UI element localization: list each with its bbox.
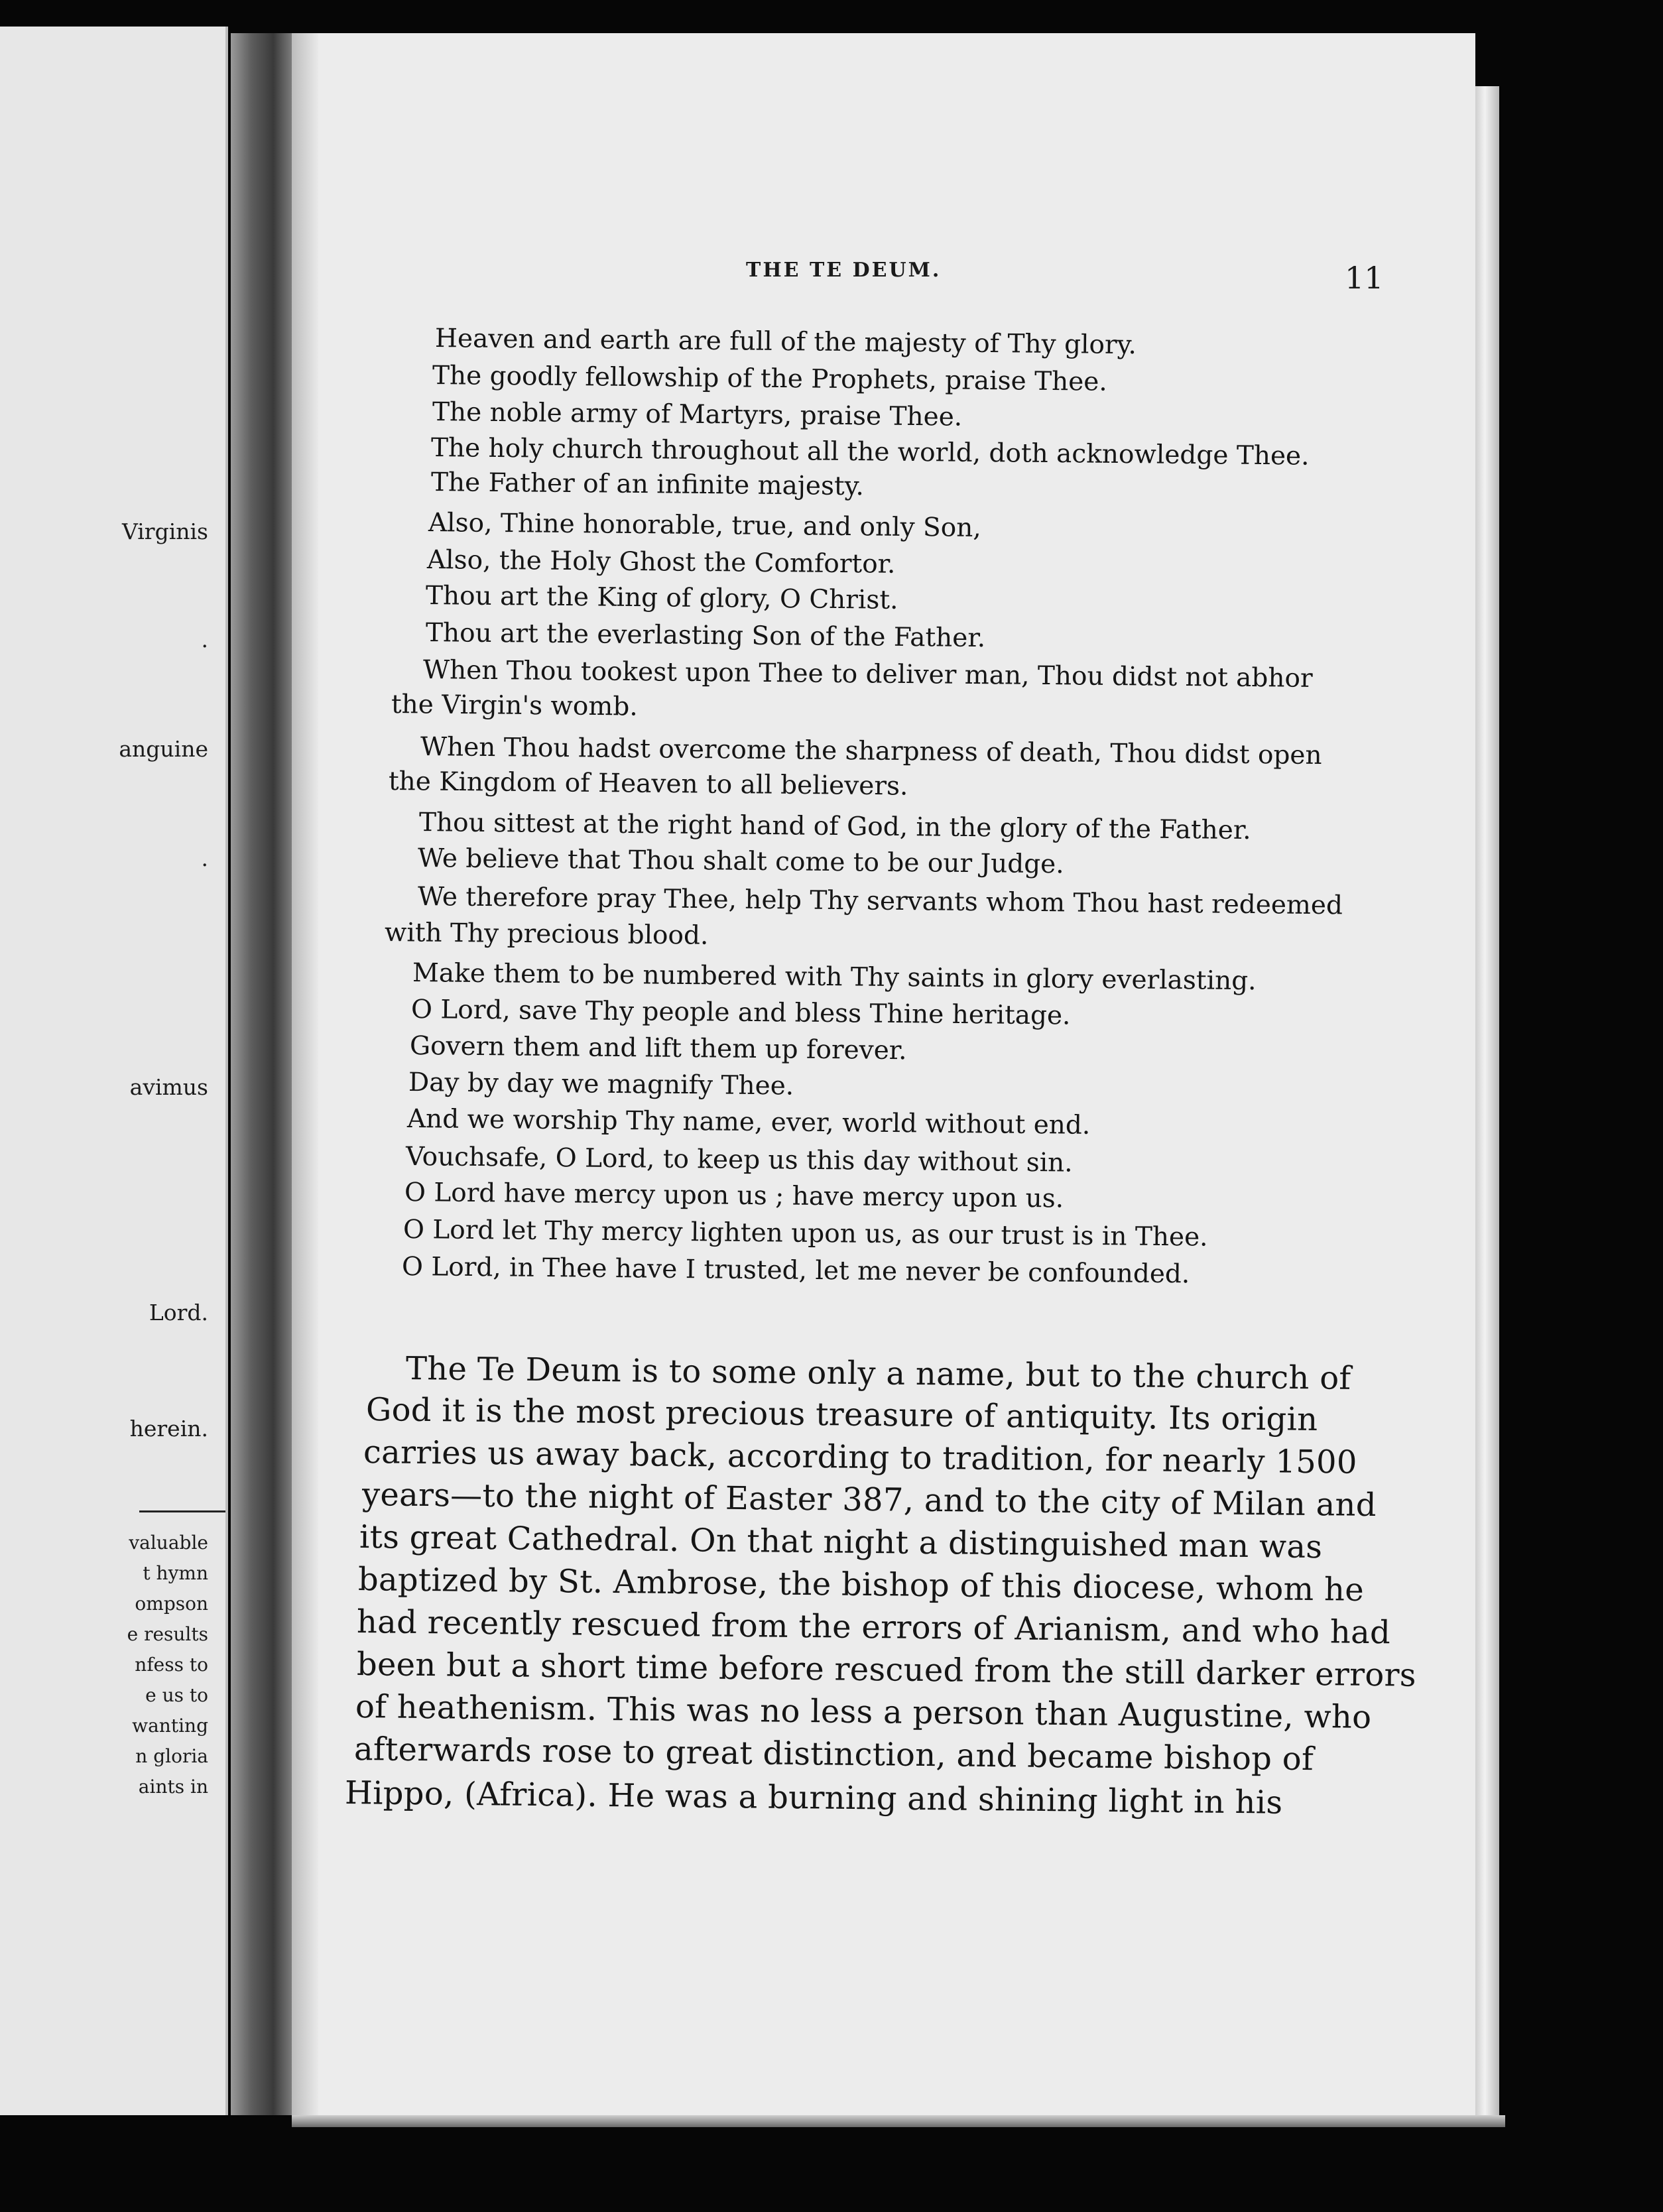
prose-line: Hippo, (Africa). He was a burning and shining light in his [344, 1774, 1283, 1821]
hymn-line: Thou art the everlasting Son of the Father. [425, 618, 986, 654]
left-page-footnote-fragment: aints in [138, 1776, 208, 1798]
hymn-line: the Virgin's womb. [391, 690, 638, 722]
left-page-fragment: herein. [129, 1416, 208, 1442]
left-page-fragment: . [201, 627, 208, 652]
running-header: THE TE DEUM. [746, 259, 942, 282]
hymn-line: Heaven and earth are full of the majesty of Thy glory. [434, 324, 1137, 361]
hymn-line: Vouchsafe, O Lord, to keep us this day without sin. [405, 1142, 1073, 1178]
prose-line: been but a short time before rescued from the still darker errors [356, 1646, 1417, 1694]
hymn-line: We therefore pray Thee, help Thy servants whom Thou hast redeemed [417, 882, 1343, 921]
hymn-line: The goodly fellowship of the Prophets, praise Thee. [432, 361, 1107, 397]
hymn-line: Also, Thine honorable, true, and only Son, [428, 508, 981, 544]
left-page-fragment: anguine [119, 736, 208, 762]
book-gutter [231, 33, 292, 2115]
hymn-line: We believe that Thou shalt come to be our Judge. [417, 843, 1064, 880]
hymn-line: Day by day we magnify Thee. [408, 1068, 794, 1101]
prose-line: carries us away back, according to tradition, for nearly 1500 [363, 1434, 1358, 1481]
hymn-line: O Lord let Thy mercy lighten upon us, as our trust is in Thee. [402, 1215, 1208, 1253]
prose-line: its great Cathedral. On that night a distinguished man was [359, 1518, 1323, 1566]
hymn-line: with Thy precious blood. [384, 918, 709, 951]
prose-line: of heathenism. This was no less a person than Augustine, who [355, 1688, 1372, 1737]
page-number: 11 [1345, 260, 1384, 296]
hymn-line: The Father of an infinite majesty. [430, 467, 865, 502]
hymn-line: Make them to be numbered with Thy saints in glory everlasting. [412, 958, 1257, 997]
hymn-line: O Lord have mercy upon us ; have mercy upon us. [404, 1178, 1064, 1214]
prose-line: afterwards rose to great distinction, and became bishop of [353, 1731, 1314, 1778]
left-page-fragment: . [201, 845, 208, 871]
book-bottom-edge [292, 2115, 1505, 2127]
left-page-fragment: Lord. [149, 1300, 208, 1325]
hymn-line: The holy church throughout all the world, doth acknowledge Thee. [430, 433, 1310, 471]
left-page-fragment: Virginis [121, 519, 208, 544]
hymn-line: Thou sittest at the right hand of God, in the glory of the Father. [418, 808, 1251, 846]
left-page-footnote-fragment: ompson [135, 1593, 208, 1615]
hymn-line: The noble army of Martyrs, praise Thee. [432, 397, 963, 432]
left-page-footnote-fragment: valuable [129, 1532, 208, 1554]
hymn-line: the Kingdom of Heaven to all believers. [388, 767, 908, 802]
prose-line: baptized by St. Ambrose, the bishop of this diocese, whom he [357, 1561, 1365, 1609]
left-page [0, 27, 228, 2115]
left-page-footnote-fragment: n gloria [135, 1745, 208, 1767]
left-page-footnote-fragment: t hymn [143, 1562, 208, 1584]
prose-line: The Te Deum is to some only a name, but to the church of [405, 1350, 1351, 1397]
page-stack-edge [1475, 86, 1499, 2119]
hymn-line: O Lord, save Thy people and bless Thine heritage. [410, 995, 1071, 1031]
hymn-line: And we worship Thy name, ever, world without end. [406, 1104, 1091, 1140]
hymn-line: When Thou hadst overcome the sharpness of death, Thou didst open [420, 732, 1322, 771]
hymn-line: When Thou tookest upon Thee to deliver man, Thou didst not abhor [422, 655, 1313, 694]
prose-line: years—to the night of Easter 387, and to the city of Milan and [361, 1476, 1377, 1524]
hymn-line: Also, the Holy Ghost the Comfortor. [426, 545, 896, 580]
hymn-line: Govern them and lift them up forever. [409, 1031, 907, 1066]
left-page-footnote-fragment: wanting [132, 1715, 208, 1737]
prose-line: God it is the most precious treasure of antiquity. Its origin [365, 1391, 1318, 1439]
left-page-footnote-fragment: e us to [145, 1684, 208, 1706]
left-page-fragment: avimus [129, 1074, 208, 1100]
footnote-rule [139, 1510, 225, 1512]
hymn-line: Thou art the King of glory, O Christ. [425, 581, 898, 615]
hymn-line: O Lord, in Thee have I trusted, let me never be confounded. [401, 1252, 1190, 1290]
left-page-footnote-fragment: nfess to [135, 1654, 208, 1676]
prose-line: had recently rescued from the errors of Arianism, and who had [356, 1603, 1391, 1652]
gutter-shadow [292, 33, 318, 2115]
left-page-footnote-fragment: e results [127, 1623, 208, 1645]
